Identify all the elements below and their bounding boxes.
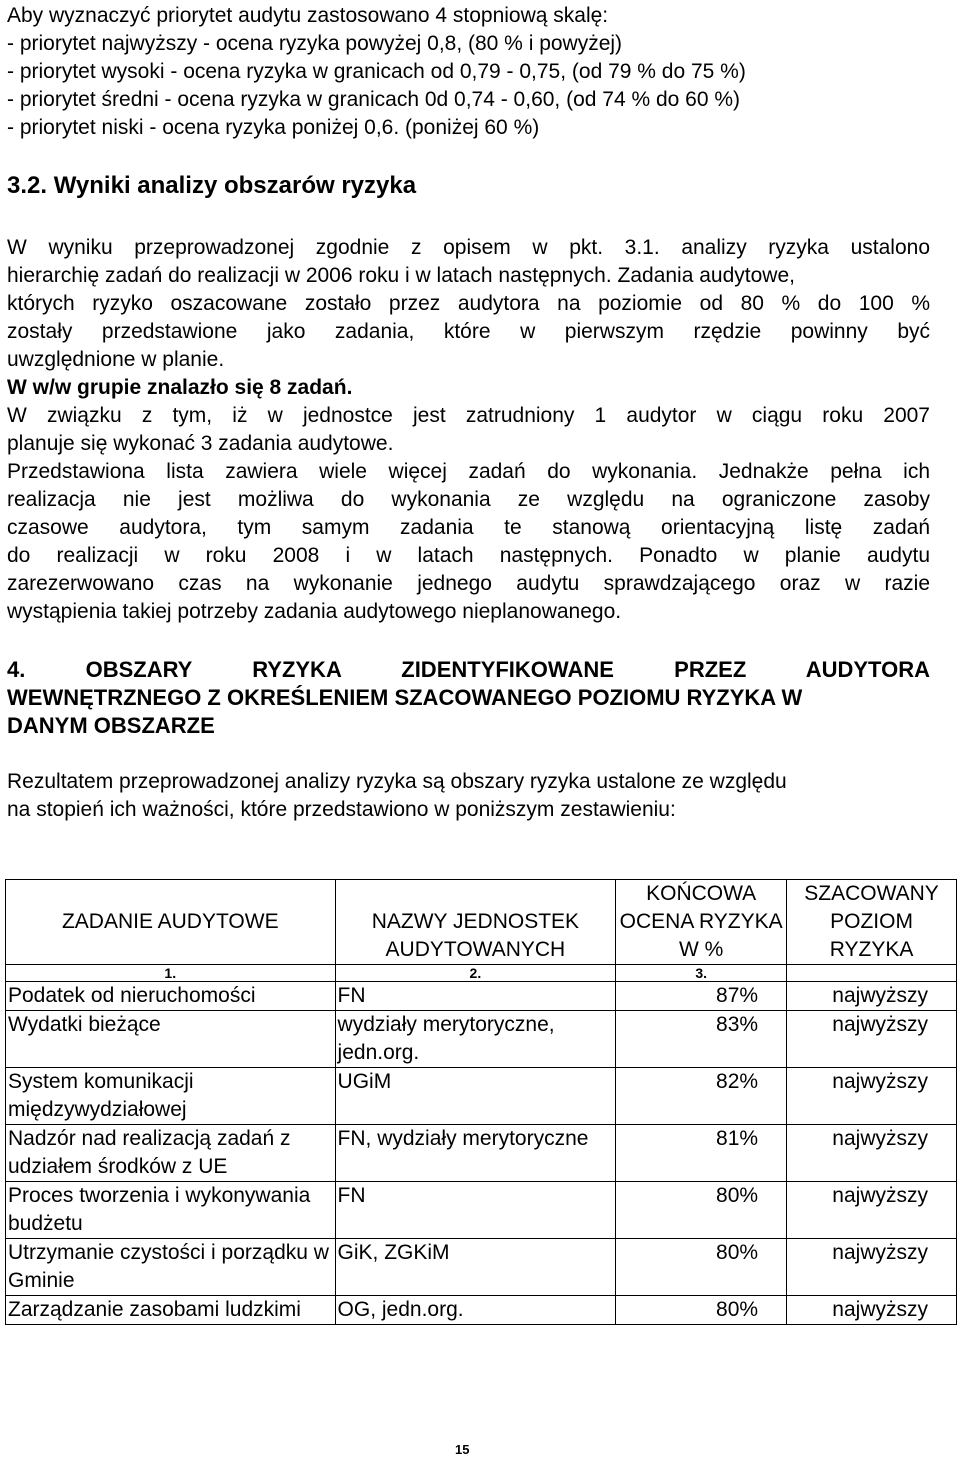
level-cell: najwyższy [787,1182,957,1239]
table-row [6,1068,957,1125]
paragraph-line: których ryzyko oszacowane zostało przez audytora na poziomie od 80 % do 100 % [7,292,930,315]
level-cell: najwyższy [787,1011,957,1068]
task-cell: Wydatki bieżące [6,1011,336,1068]
column-number: 3. [616,965,787,982]
column-number [787,965,957,982]
section-heading-cont: DANYM OBSZARZE [7,713,215,738]
section-heading: 3.2. Wyniki analizy obszarów ryzyka [7,172,417,199]
units-cell: FN [335,1182,616,1239]
paragraph-line: hierarchię zadań do realizacji w 2006 roku i w latach następnych. Zadania audytowe, [7,264,795,287]
table-row [6,1296,957,1325]
units-cell: FN, wydziały merytoryczne [335,1125,616,1182]
paragraph-line: czasowe audytora, tym samym zadania te stanową orientacyjną listę zadań [7,516,930,539]
units-cell: GiK, ZGKiM [335,1239,616,1296]
table-row [6,1182,957,1239]
units-cell: OG, jedn.org. [335,1296,616,1325]
header-level: SZACOWANY POZIOM RYZYKA [787,880,957,965]
task-cell: Podatek od nieruchomości [6,982,336,1011]
level-cell: najwyższy [787,1239,957,1296]
scale-intro: Aby wyznaczyć priorytet audytu zastosowano 4 stopniową skalę: [7,4,609,27]
paragraph-line: Przedstawiona lista zawiera wiele więcej zadań do wykonania. Jednakże pełna ich [7,460,930,483]
level-cell: najwyższy [787,1068,957,1125]
paragraph-line: zarezerwowano czas na wykonanie jednego audytu sprawdzającego oraz w razie [7,572,930,595]
paragraph-line: W związku z tym, iż w jednostce jest zatrudniony 1 audytor w ciągu roku 2007 [7,404,930,427]
task-cell: Nadzór nad realizacją zadań z udziałem środków z UE [6,1125,336,1182]
header-task: ZADANIE AUDYTOWE [6,880,336,965]
task-cell: Proces tworzenia i wykonywania budżetu [6,1182,336,1239]
page-number: 15 [455,1442,470,1457]
paragraph-line: planuje się wykonać 3 zadania audytowe. [7,432,394,455]
score-cell: 87% [616,982,787,1011]
column-number: 1. [6,965,336,982]
header-units: NAZWY JEDNOSTEK AUDYTOWANYCH [335,880,616,965]
task-cell: Utrzymanie czystości i porządku w Gminie [6,1239,336,1296]
level-cell: najwyższy [787,1125,957,1182]
score-cell: 82% [616,1068,787,1125]
paragraph-line: uwzględnione w planie. [7,348,225,371]
table-row [6,1125,957,1182]
task-cell: System komunikacji międzywydziałowej [6,1068,336,1125]
table-row [6,1239,957,1296]
table-row [6,1011,957,1068]
header-score: KOŃCOWA OCENA RYZYKA W % [616,880,787,965]
column-number: 2. [335,965,616,982]
table-row [6,982,957,1011]
column-number-row [6,965,957,982]
scale-item: - priorytet średni - ocena ryzyka w granicach 0d 0,74 - 0,60, (od 74 % do 60 %) [7,88,741,111]
section-heading-cont: WEWNĘTRZNEGO Z OKREŚLENIEM SZACOWANEGO POZIOMU RYZYKA W [7,685,803,710]
scale-item: - priorytet najwyższy - ocena ryzyka powyżej 0,8, (80 % i powyżej) [7,32,623,55]
units-cell: wydziały merytoryczne, jedn.org. [335,1011,616,1068]
paragraph-line: realizacja nie jest możliwa do wykonania ze względu na ograniczone zasoby [7,488,930,511]
table-header-row [6,880,957,965]
level-cell: najwyższy [787,982,957,1011]
units-cell: FN [335,982,616,1011]
paragraph-line: W wyniku przeprowadzonej zgodnie z opisem w pkt. 3.1. analizy ryzyka ustalono [7,236,930,259]
score-cell: 80% [616,1296,787,1325]
section-heading: 4. OBSZARY RYZYKA ZIDENTYFIKOWANE PRZEZ AUDYTORA [7,657,930,682]
score-cell: 83% [616,1011,787,1068]
level-cell: najwyższy [787,1296,957,1325]
paragraph-line: na stopień ich ważności, które przedstawiono w poniższym zestawieniu: [7,798,676,821]
score-cell: 80% [616,1239,787,1296]
bold-summary: W w/w grupie znalazło się 8 zadań. [7,376,353,399]
scale-item: - priorytet niski - ocena ryzyka poniżej 0,6. (poniżej 60 %) [7,116,540,139]
paragraph-line: Rezultatem przeprowadzonej analizy ryzyka są obszary ryzyka ustalone ze względu [7,770,787,793]
scale-item: - priorytet wysoki - ocena ryzyka w granicach od 0,79 - 0,75, (od 79 % do 75 %) [7,60,746,83]
risk-table [5,879,957,1325]
units-cell: UGiM [335,1068,616,1125]
score-cell: 81% [616,1125,787,1182]
task-cell: Zarządzanie zasobami ludzkimi [6,1296,336,1325]
score-cell: 80% [616,1182,787,1239]
paragraph-line: do realizacji w roku 2008 i w latach następnych. Ponadto w planie audytu [7,544,930,567]
paragraph-line: wystąpienia takiej potrzeby zadania audytowego nieplanowanego. [7,600,622,623]
paragraph-line: zostały przedstawione jako zadania, które w pierwszym rzędzie powinny być [7,320,930,343]
